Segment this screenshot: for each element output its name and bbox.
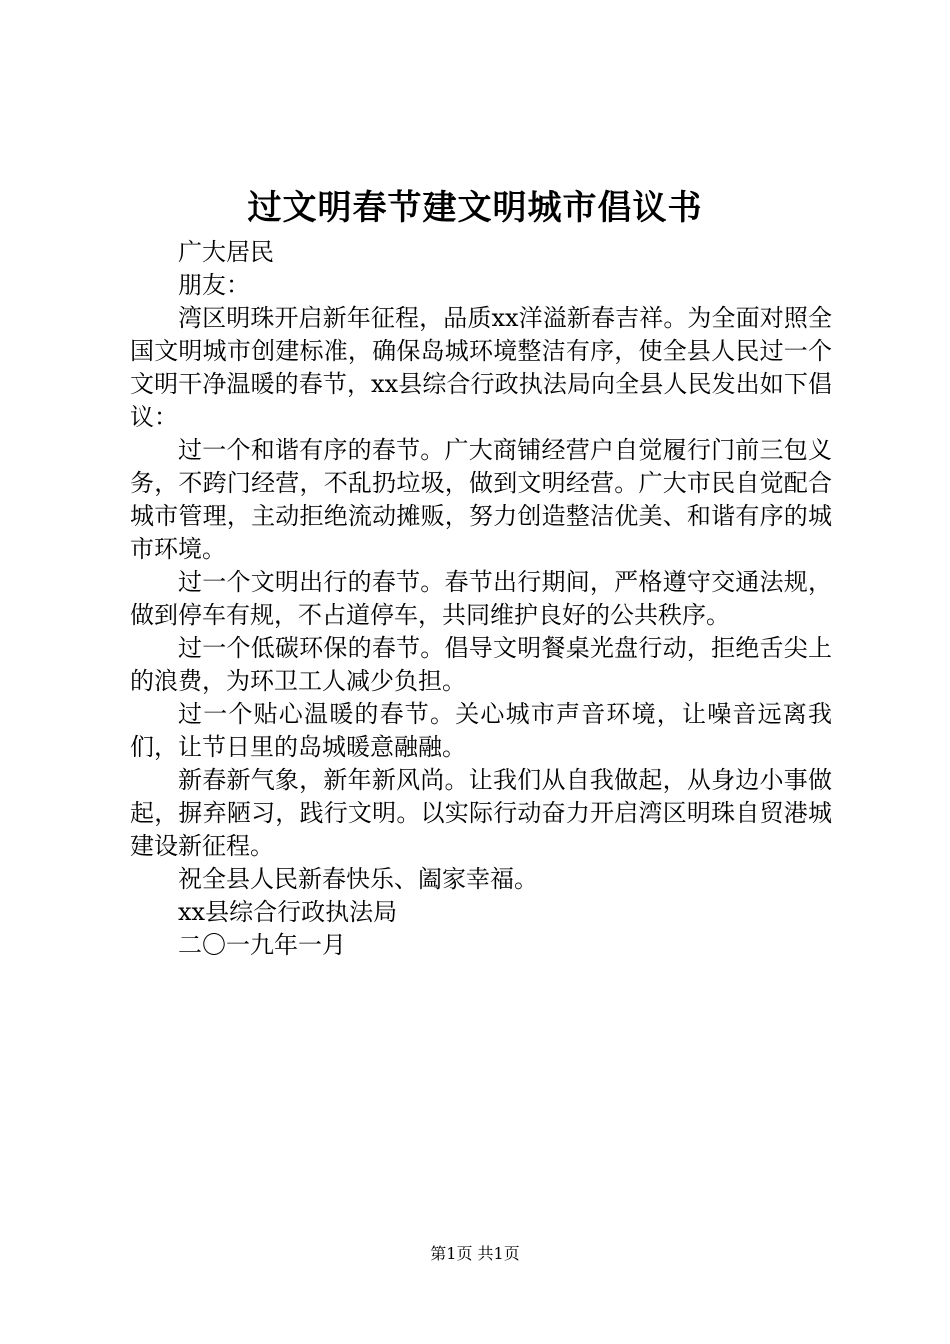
proposal-paragraph-3: 过一个低碳环保的春节。倡导文明餐桌光盘行动，拒绝舌尖上的浪费，为环卫工人减少负担。 [130,634,832,695]
proposal-paragraph-1: 过一个和谐有序的春节。广大商铺经营户自觉履行门前三包义务，不跨门经营，不乱扔垃圾，做到文明经营。广大市民自觉配合城市管理，主动拒绝流动摊贩，努力创造整洁优美、和谐有序的城市环境。 [130,436,832,563]
salutation-line-1: 广大居民 [178,238,274,266]
signature-org: xx县综合行政执法局 [178,898,398,926]
closing-paragraph: 新春新气象，新年新风尚。让我们从自我做起，从身边小事做起，摒弃陋习，践行文明。以实际行动奋力开启湾区明珠自贸港城建设新征程。 [130,766,832,860]
page-number: 第1页 共1页 [430,1244,520,1263]
salutation-line-2: 朋友： [178,271,250,299]
proposal-paragraph-4: 过一个贴心温暖的春节。关心城市声音环境，让噪音远离我们，让节日里的岛城暖意融融。 [130,700,832,761]
wishes-line: 祝全县人民新春快乐、阖家幸福。 [178,865,538,893]
signature-date: 二〇一九年一月 [178,931,346,959]
intro-paragraph: 湾区明珠开启新年征程，品质xx洋溢新春吉祥。为全面对照全国文明城市创建标准，确保岛城环境整洁有序，使全县人民过一个文明干净温暖的春节，xx县综合行政执法局向全县人民发出如下倡议： [130,304,832,431]
proposal-paragraph-2: 过一个文明出行的春节。春节出行期间，严格遵守交通法规，做到停车有规，不占道停车，共同维护良好的公共秩序。 [130,568,832,629]
document-title: 过文明春节建文明城市倡议书 [247,188,703,228]
document-body [130,236,832,962]
